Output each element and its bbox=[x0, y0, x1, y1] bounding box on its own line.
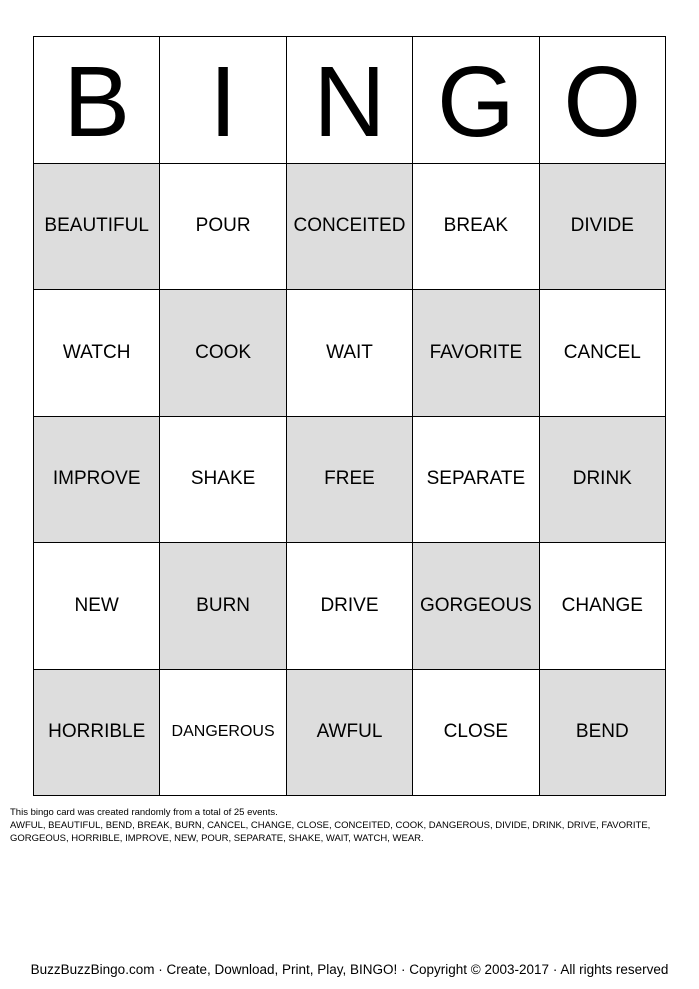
bingo-cell: CANCEL bbox=[540, 290, 666, 417]
bingo-cell: DANGEROUS bbox=[160, 670, 286, 797]
bingo-cell: IMPROVE bbox=[34, 417, 160, 544]
bingo-cell: FREE bbox=[287, 417, 413, 544]
bingo-cell: FAVORITE bbox=[413, 290, 539, 417]
bingo-cell: SHAKE bbox=[160, 417, 286, 544]
bingo-cell: CLOSE bbox=[413, 670, 539, 797]
bingo-card bbox=[33, 36, 666, 796]
bingo-cell: BURN bbox=[160, 543, 286, 670]
bingo-cell: GORGEOUS bbox=[413, 543, 539, 670]
bingo-cell: COOK bbox=[160, 290, 286, 417]
bingo-cell: AWFUL bbox=[287, 670, 413, 797]
page-footer: BuzzBuzzBingo.com · Create, Download, Print, Play, BINGO! · Copyright © 2003-2017 · All rights reserved bbox=[30, 962, 669, 977]
bingo-cell: CHANGE bbox=[540, 543, 666, 670]
bingo-cell: WAIT bbox=[287, 290, 413, 417]
bingo-cell: BEND bbox=[540, 670, 666, 797]
bingo-cell: BEAUTIFUL bbox=[34, 164, 160, 291]
bingo-cell: DIVIDE bbox=[540, 164, 666, 291]
header-letter-b: B bbox=[34, 37, 160, 164]
bingo-cell: BREAK bbox=[413, 164, 539, 291]
card-note bbox=[10, 806, 690, 845]
header-letter-g: G bbox=[413, 37, 539, 164]
header-letter-i: I bbox=[160, 37, 286, 164]
bingo-cell: POUR bbox=[160, 164, 286, 291]
bingo-cell: DRINK bbox=[540, 417, 666, 544]
bingo-cell: WATCH bbox=[34, 290, 160, 417]
bingo-cell: HORRIBLE bbox=[34, 670, 160, 797]
header-letter-o: O bbox=[540, 37, 666, 164]
bingo-cell: SEPARATE bbox=[413, 417, 539, 544]
note-event-list: AWFUL, BEAUTIFUL, BEND, BREAK, BURN, CANCEL, CHANGE, CLOSE, CONCEITED, COOK, DANGEROUS, DIVIDE, DRINK, DRIVE, FAVORITE, GORGEOUS, HORRIBLE, IMPROVE, NEW, POUR, SEPARATE, SHAKE, WAIT, WATCH, WEAR. bbox=[10, 820, 651, 844]
bingo-cell: NEW bbox=[34, 543, 160, 670]
bingo-cell: DRIVE bbox=[287, 543, 413, 670]
note-summary: This bingo card was created randomly from a total of 25 events. bbox=[10, 807, 278, 818]
header-letter-n: N bbox=[287, 37, 413, 164]
bingo-cell: CONCEITED bbox=[287, 164, 413, 291]
